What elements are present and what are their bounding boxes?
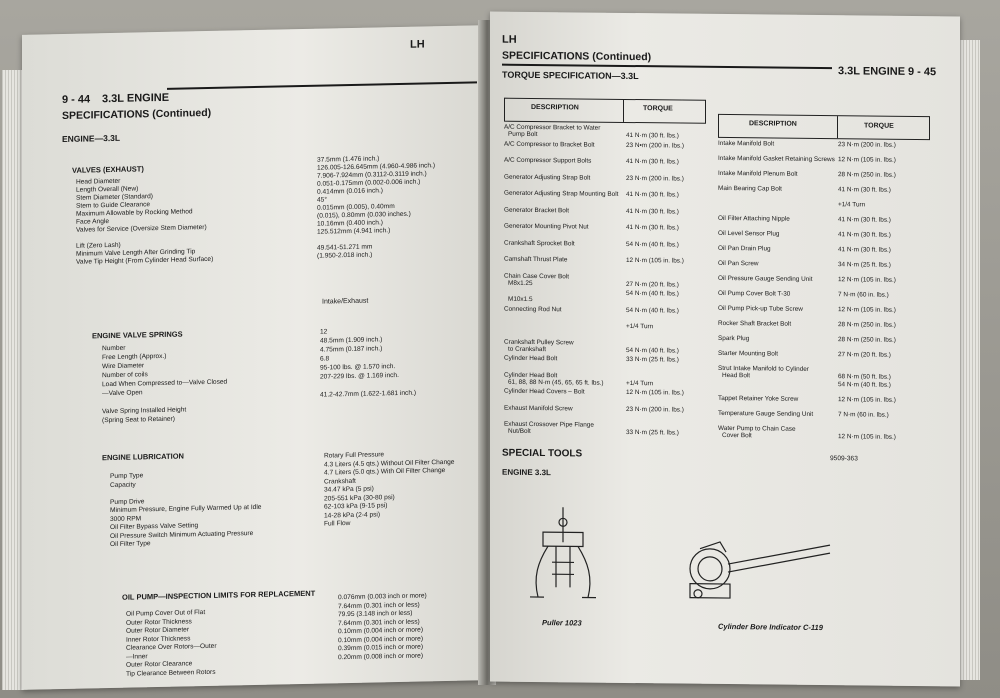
spec-label: Load When Compressed to—Valve Closed [102,378,228,389]
torque-value: 33 N·m (25 ft. lbs.) [626,428,679,437]
torque-description-sub: Pump Bolt [508,130,538,139]
torque-description: Starter Mounting Bolt [718,349,779,358]
spec-label: Length Overall (New) [76,185,139,194]
torque-description-sub: Cover Bolt [722,431,752,440]
spec-value: 95-100 lbs. @ 1.570 inch. [320,363,396,372]
torque-description-sub: Nut/Bolt [508,427,531,435]
spec-value: 0.10mm (0.004 inch or more) [338,626,424,636]
right-page [490,12,960,687]
torque-description: Generator Adjusting Strap Mounting Bolt [504,189,619,198]
spec-value: 49.541-51.271 mm [317,243,373,252]
torque-value: 34 N·m (25 ft. lbs.) [838,261,891,269]
spec-value: 4.3 Liters (4.5 qts.) Without Oil Filter Change [324,458,455,469]
left-corner-label: LH [410,38,425,51]
torque-description-sub: Head Bolt [722,371,751,380]
table2-col-description: DESCRIPTION [749,120,797,128]
spec-label: Face Angle [76,218,109,226]
right-engine-label: 3.3L ENGINE [838,65,906,78]
spec-label: —Inner [126,652,148,661]
torque-value: 41 N·m (30 ft. lbs.) [838,186,891,194]
spec-value: 79.95 (3.148 inch or less) [338,609,413,619]
torque-value: 7 N·m (60 in. lbs.) [838,291,889,299]
torque-description: Temperature Gauge Sending Unit [718,409,814,418]
spec-value: 0.39mm (0.015 inch or more) [338,643,424,653]
spec-value: 205-551 kPa (30-80 psi) [324,493,395,503]
spec-label: Maximum Allowable by Rocking Method [76,208,193,218]
torque-description-sub: to Crankshaft [508,345,547,353]
torque-description: Oil Pump Cover Bolt T-30 [718,289,791,298]
torque-description: Intake Manifold Plenum Bolt [718,169,798,178]
left-engine-label: 3.3L ENGINE [102,91,170,106]
right-header-rule [502,64,832,69]
spec-label: Oil Filter Type [110,540,151,549]
spec-value: 37.5mm (1.476 inch.) [317,155,380,164]
right-title: SPECIFICATIONS (Continued) [502,49,652,64]
spec-label: Stem Diameter (Standard) [76,193,153,202]
spec-value: 0.20mm (0.008 inch or more) [338,651,424,661]
torque-description: Camshaft Thrust Plate [504,255,568,264]
torque-description-sub: 61, 88, 88 N·m (45, 65, 65 ft. lbs.) [508,378,604,387]
torque-description: Cylinder Head Covers – Bolt [504,387,585,396]
torque-description-sub: M8x1.25 [508,279,533,287]
valves-heading: VALVES (EXHAUST) [72,164,144,175]
spec-value: 0.051-0.175mm (0.002-0.006 inch.) [317,178,421,188]
spec-value: (1.950-2.018 inch.) [317,251,373,260]
torque-value: 23 N·m (200 in. lbs.) [626,174,684,183]
spec-label: Minimum Pressure, Engine Fully Warmed Up at Idle [110,503,262,515]
spec-label: Pump Type [110,472,144,481]
left-page-number: 9 - 44 [62,93,91,107]
table1-col-divider [623,100,624,122]
spec-label: Valve Tip Height (From Cylinder Head Surface) [76,255,214,266]
spec-label: Oil Pump Cover Out of Flat [126,609,206,618]
spec-label: Oil Filter Bypass Valve Setting [110,522,199,532]
left-header-rule [167,81,477,89]
table1-col-torque: TORQUE [643,105,673,113]
torque-value: 23 N·m (200 in. lbs.) [838,141,896,149]
torque-table-1-header [504,98,706,124]
torque-description: Rocker Shaft Bracket Bolt [718,319,792,328]
spec-label: (Spring Seat to Retainer) [102,415,175,425]
torque-value: 12 N·m (105 in. lbs.) [838,156,896,164]
torque-description: Oil Pan Drain Plug [718,244,771,253]
spec-value: 6.8 [320,355,330,363]
spec-value: 41.2-42.7mm (1.622-1.681 inch.) [320,389,417,399]
torque-value: 27 N·m (20 ft. lbs.) [626,280,679,289]
table2-col-torque: TORQUE [864,122,894,130]
torque-description: A/C Compressor to Bracket Bolt [504,140,595,149]
left-engine-heading: ENGINE—3.3L [62,132,121,145]
spec-label: Stem to Guide Clearance [76,201,151,210]
torque-description: Cylinder Head Bolt [504,371,558,379]
spec-label: Head Diameter [76,177,121,186]
spec-value: 48.5mm (1.909 inch.) [320,336,383,345]
spec-value: 0.10mm (0.004 inch or more) [338,634,424,644]
torque-value: 41 N·m (30 ft. lbs.) [626,131,679,140]
puller-tool-illustration [508,502,618,613]
torque-description: Exhaust Crossover Pipe Flange [504,420,594,429]
torque-value: 41 N·m (30 ft. lbs.) [626,190,679,199]
torque-description: Water Pump to Chain Case [718,424,796,433]
spec-label: Inner Rotor Thickness [126,634,191,644]
spec-value: 0.414mm (0.016 inch.) [317,187,383,196]
torque-description: Intake Manifold Bolt [718,139,775,148]
spec-value: 14-28 kPa (2-4 psi) [324,510,381,520]
torque-description: Generator Bracket Bolt [504,206,570,214]
spec-label: Valve Spring Installed Height [102,406,187,416]
torque-description: Exhaust Manifold Screw [504,404,573,412]
spec-value: 7.906-7.924mm (0.3112-0.3119 inch.) [317,170,427,180]
spec-value: Crankshaft [324,477,356,486]
spec-label: Minimum Valve Length After Grinding Tip [76,248,196,258]
spec-value: 126.005-126.645mm (4.960-4.986 inch.) [317,162,436,172]
spec-value: 7.64mm (0.301 inch or less) [338,618,420,627]
spec-value: 125.512mm (4.941 inch.) [317,227,391,236]
torque-value: 54 N·m (40 ft. lbs.) [626,346,679,355]
left-page-edges [2,70,24,690]
torque-description: A/C Compressor Support Bolts [504,156,592,165]
torque-value: 41 N·m (30 ft. lbs.) [626,157,679,166]
spec-label: Free Length (Approx.) [102,352,167,362]
oil-pump-heading: OIL PUMP—INSPECTION LIMITS FOR REPLACEMENT [122,588,316,602]
torque-value: 28 N·m (250 in. lbs.) [838,171,896,179]
torque-value: 12 N·m (105 in. lbs.) [838,306,896,314]
torque-value: 23 N•m (200 in. lbs.) [626,141,684,150]
torque-value: 12 N·m (105 in. lbs.) [626,256,684,265]
bore-indicator-illustration [670,523,840,615]
right-subtitle: TORQUE SPECIFICATION—3.3L [502,69,639,82]
torque-value: 27 N·m (20 ft. lbs.) [838,351,891,359]
torque-description: Intake Manifold Gasket Retaining Screws [718,154,835,164]
torque-value: 23 N·m (200 in. lbs.) [626,405,684,414]
figure-code: 9509-363 [830,455,858,463]
spec-value: 45° [317,196,327,204]
torque-value: 41 N·m (30 ft. lbs.) [626,223,679,232]
torque-description: Oil Filter Attaching Nipple [718,214,790,223]
spec-label: 3000 RPM [110,514,142,523]
spec-value: 12 [320,328,328,336]
spec-label: Oil Pressure Switch Minimum Actuating Pressure [110,529,254,540]
spec-value: Full Flow [324,519,351,528]
torque-description: Crankshaft Pulley Screw [504,338,574,346]
torque-description: Oil Pan Screw [718,259,759,268]
spec-value: 10.16mm (0.400 inch.) [317,219,383,228]
spec-value: 7.64mm (0.301 inch or less) [338,601,420,610]
spec-label: Tip Clearance Between Rotors [126,668,216,678]
spec-label: Valves for Service (Oversize Stem Diameter) [76,224,207,234]
tool1-caption: Puller 1023 [542,618,582,628]
table2-col-divider [837,116,838,138]
torque-value: 54 N·m (40 ft. lbs.) [838,381,891,389]
torque-description: Spark Plug [718,334,750,343]
torque-table-2-header [718,114,930,140]
torque-value: 54 N·m (40 ft. lbs.) [626,289,679,298]
spec-label: Lift (Zero Lash) [76,241,121,250]
torque-value: 54 N·m (40 ft. lbs.) [626,306,679,315]
torque-description: Chain Case Cover Bolt [504,272,570,280]
torque-description-sub: M10x1.5 [508,295,533,303]
spec-label: Number of coils [102,371,148,380]
torque-value: 12 N·m (105 in. lbs.) [838,396,896,404]
springs-heading: ENGINE VALVE SPRINGS [92,329,183,341]
spec-label: Outer Rotor Thickness [126,617,192,627]
spec-label: Wire Diameter [102,362,145,371]
table1-col-description: DESCRIPTION [531,103,579,112]
spec-label: Outer Rotor Clearance [126,660,193,669]
torque-description: A/C Compressor Bracket to Water [504,123,601,132]
spec-value: 34.47 kPa (5 psi) [324,485,374,494]
torque-value: 41 N·m (30 ft. lbs.) [838,231,891,239]
spec-label: Pump Drive [110,497,145,506]
right-page-number: 9 - 45 [908,65,937,79]
torque-description: Generator Adjusting Strap Bolt [504,173,591,182]
spec-label: —Valve Open [102,389,143,398]
torque-value: 54 N·m (40 ft. lbs.) [626,240,679,249]
left-page [22,25,487,690]
spec-value: (0.015), 0.80mm (0.030 inches.) [317,210,411,220]
torque-value: 12 N·m (105 in. lbs.) [626,388,684,397]
torque-description: Connecting Rod Nut [504,305,562,313]
torque-value: 41 N·m (30 ft. lbs.) [838,246,891,254]
special-tools-heading: SPECIAL TOOLS [502,447,583,460]
springs-column-heading: Intake/Exhaust [322,297,369,306]
spec-label: Number [102,344,126,353]
torque-description: Tappet Retainer Yoke Screw [718,394,799,403]
torque-description: Oil Pump Pick-up Tube Screw [718,304,803,313]
spec-value: 62-103 kPa (9-15 psi) [324,502,388,511]
spec-label: Capacity [110,480,136,489]
spec-label: Clearance Over Rotors—Outer [126,642,217,652]
torque-description: Crankshaft Sprocket Bolt [504,239,575,247]
torque-value: 7 N·m (60 in. lbs.) [838,411,889,419]
spec-value: 0.015mm (0.005), 0.40mm [317,203,395,212]
torque-value: 28 N·m (250 in. lbs.) [838,321,896,329]
spec-label: Outer Rotor Diameter [126,626,190,635]
torque-value: 41 N·m (30 ft. lbs.) [626,207,679,216]
torque-description: Generator Mounting Pivot Nut [504,222,589,231]
torque-value: 12 N·m (105 in. lbs.) [838,433,896,441]
spec-value: 207-229 lbs. @ 1.169 inch. [320,371,399,381]
torque-value: +1/4 Turn [838,201,866,209]
torque-value: 12 N·m (105 in. lbs.) [838,276,896,284]
torque-value: 33 N·m (25 ft. lbs.) [626,355,679,364]
torque-description: Main Bearing Cap Bolt [718,184,782,193]
lubrication-heading: ENGINE LUBRICATION [102,451,184,463]
torque-description: Oil Level Sensor Plug [718,229,780,238]
torque-description: Cylinder Head Bolt [504,354,558,363]
spec-value: 4.7 Liters (5.0 qts.) With Oil Filter Change [324,467,446,477]
torque-description: Strut Intake Manifold to Cylinder [718,364,809,373]
left-title: SPECIFICATIONS (Continued) [62,106,212,123]
special-tools-engine: ENGINE 3.3L [502,467,551,478]
torque-value: +1/4 Turn [626,322,654,331]
spec-value: Rotary Full Pressure [324,451,385,460]
torque-value: 28 N·m (250 in. lbs.) [838,336,896,344]
torque-value: 41 N·m (30 ft. lbs.) [838,216,891,224]
spec-value: 4.75mm (0.187 inch.) [320,345,383,354]
torque-value: +1/4 Turn [626,379,654,387]
spec-value: 0.076mm (0.003 inch or more) [338,592,427,602]
torque-description: Oil Pressure Gauge Sending Unit [718,274,813,283]
tool2-caption: Cylinder Bore Indicator C-119 [718,621,823,633]
right-corner-label: LH [502,33,517,46]
torque-value: 68 N·m (50 ft. lbs.) [838,373,891,381]
